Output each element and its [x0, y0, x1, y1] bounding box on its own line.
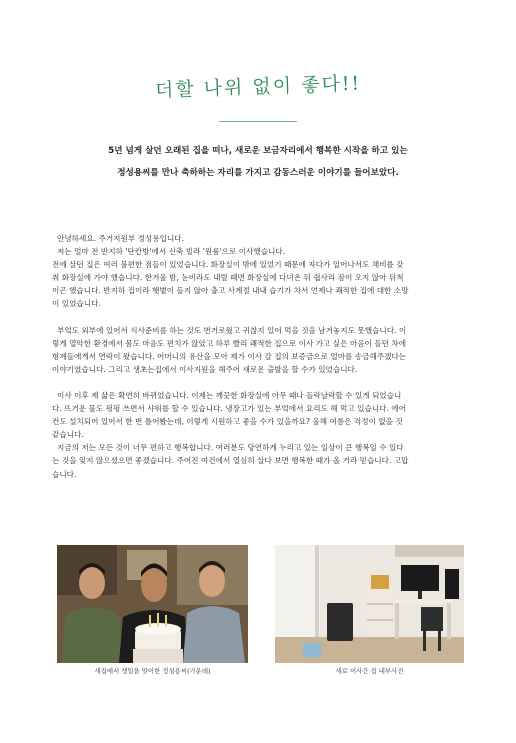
paragraph-3	[52, 389, 468, 481]
room-photo	[275, 545, 464, 663]
body-line: 습니다.	[52, 469, 77, 479]
body-line: 이야기였습니다. 그리고 생초는집에서 이사지원을 해주어 새로운 출발을 할 수가 있었습니다.	[52, 364, 358, 374]
body-line: 춰 화장실에 가야 했습니다. 한겨울 밤, 눈비라도 내릴 때면 화장실에 다녀온 뒤 쉽사리 잠이 오지 않아 뒤척	[52, 273, 404, 283]
article-body	[52, 232, 468, 481]
body-line: 렇게 열악한 환경에서 몸도 마음도 편치가 않았고 하루 빨리 쾌적한 집으로 이사 가고 싶은 마음이 들던 차에	[52, 338, 407, 348]
title-divider	[219, 121, 297, 122]
paragraph-2	[52, 324, 468, 376]
body-line: 다. 뜨거운 물도 펑펑 쓰면서 샤워를 할 수 있습니다. 냉장고가 있는 부엌에서 요리도 해 먹고 있습니다. 에어	[52, 404, 406, 414]
body-line: 전에 살던 집은 여러 불편한 점들이 있었습니다. 화장실이 밖에 있었기 때문에 자다가 일어나서도 채비를 갖	[52, 260, 404, 270]
room-photo-illustration	[275, 545, 464, 663]
body-line: 부엌도 외부에 있어서 식사준비를 하는 것도 번거로웠고 귀찮지 있어 먹을 것을 남겨놓지도 못했습니다. 이	[57, 325, 407, 335]
body-line: 같습니다.	[52, 430, 84, 440]
body-line: 이곤 했습니다. 반지하 집이라 햇볕이 들지 않아 춥고 사계절 내내 습기가 차서 언제나 쾌적한 집에 대한 소망	[52, 286, 409, 296]
paragraph-1	[52, 232, 468, 311]
body-line: 형제들에게서 연락이 왔습니다. 어머니의 유산을 모아 제가 이사 갈 집의 보증금으로 얼마를 송금해주겠다는	[52, 351, 407, 361]
photo-caption: 새집에서 생일을 맞이한 정성용씨(가운데)	[94, 667, 211, 675]
body-line: 이 있었습니다.	[52, 299, 101, 309]
birthday-photo-illustration	[57, 545, 248, 663]
article-title: 더할 나위 없이 좋다!!	[154, 72, 362, 102]
intro-line: 5년 넘게 살던 오래된 집을 떠나, 새로운 보금자리에서 행복한 시작을 하고 있는	[108, 146, 408, 156]
intro-line: 정성용씨를 만나 축하하는 자리를 가지고 감동스러운 이야기를 들어보았다.	[117, 168, 399, 178]
body-line: 컨도 설치되어 있어서 한 번 틀어봤는데, 이렇게 시원하고 좋을 수가 있을까요? 올해 여름은 걱정이 없을 것	[52, 417, 403, 427]
photo-caption: 새로 이사간 집 내부사진	[335, 667, 404, 675]
body-line: 는 것을 잊지 않으셨으면 좋겠습니다. 주어진 여건에서 열심히 살다 보면 행복한 때가 올 거라 믿습니다. 고맙	[52, 456, 409, 466]
body-line: 이사 이후 제 삶은 확연히 바뀌었습니다. 이제는 깨끗한 화장실에 아무 때나 들락날락할 수 있게 되었습니	[57, 390, 402, 400]
body-line: 저는 얼마 전 반지하 '단칸방'에서 신축 빌라 '원룸'으로 이사했습니다.	[57, 247, 286, 257]
body-line: 지금의 저는 모든 것이 너무 편하고 행복합니다. 여러분도 당연하게 누리고 있는 일상이 큰 행복일 수 있다	[57, 443, 404, 453]
birthday-photo	[57, 545, 248, 663]
intro-block	[40, 140, 476, 184]
body-line: 안녕하세요. 주거지원부 정성용입니다.	[57, 234, 185, 243]
